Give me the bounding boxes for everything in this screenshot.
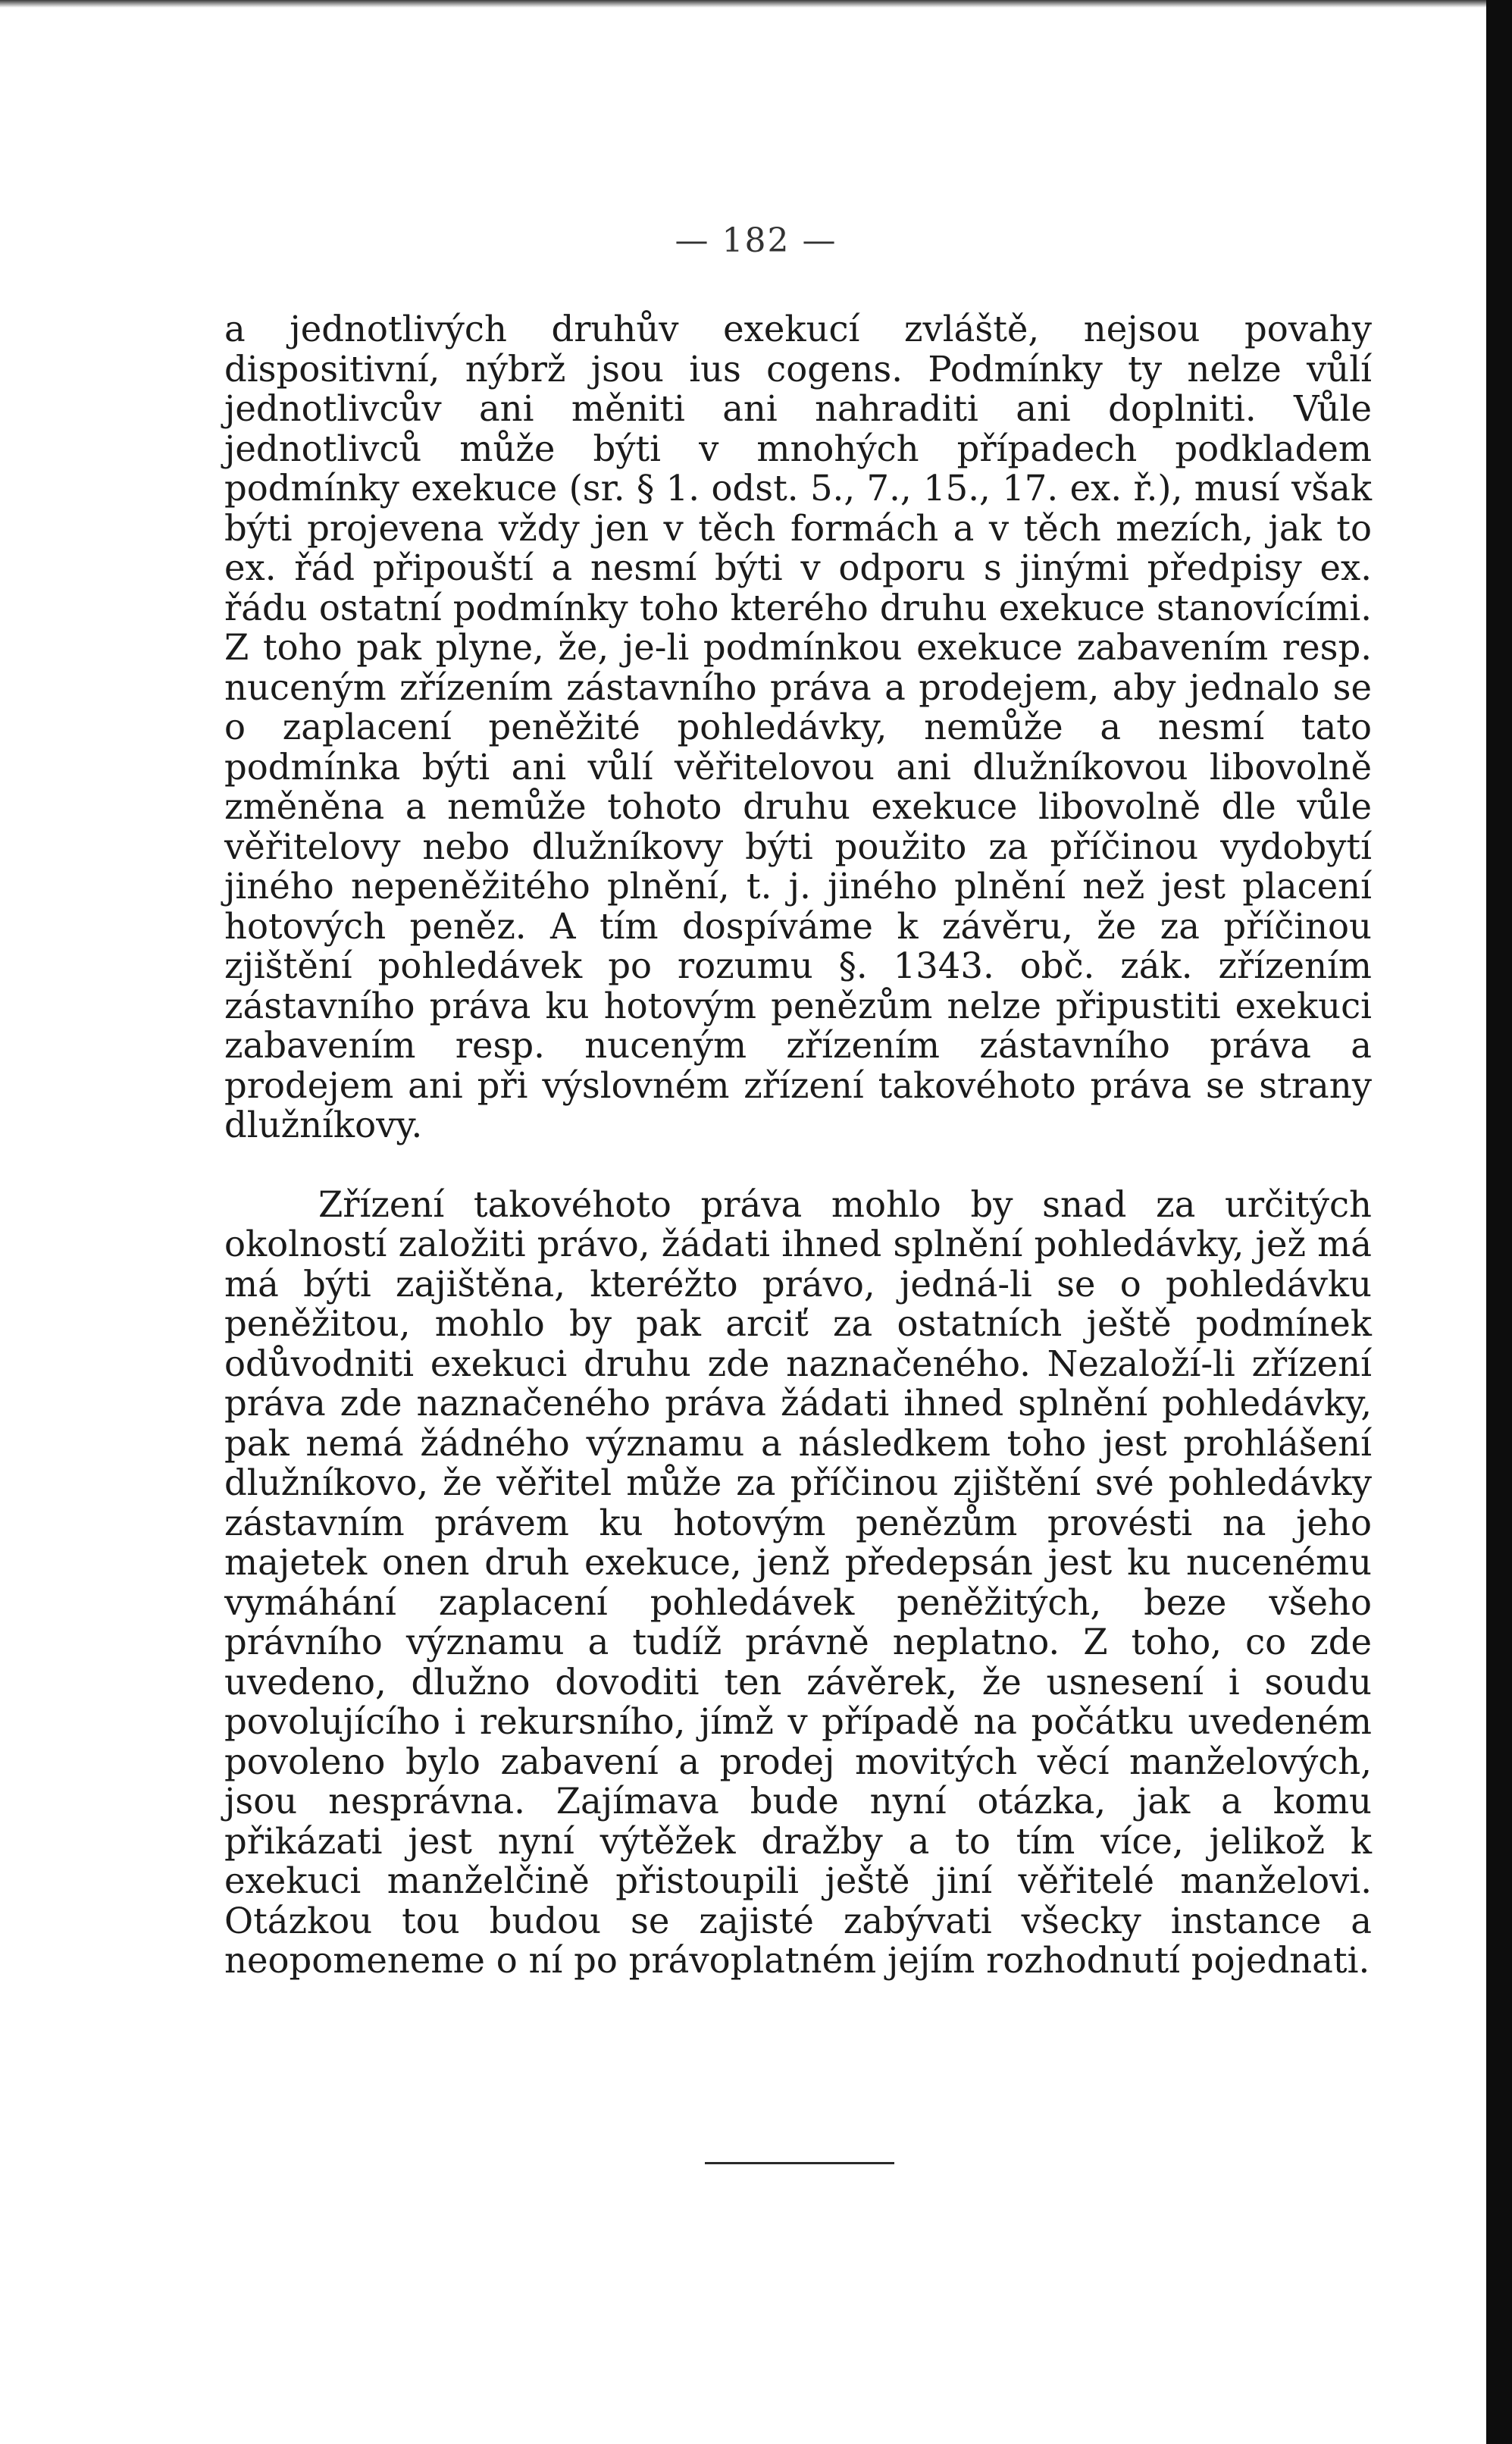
paragraph-1: a jednotlivých druhův exekucí zvláště, nejsou povahy dispositivní, nýbrž jsou ius cogens. Podmínky ty nelze vůlí jednotlivcův ani měniti ani nahraditi ani doplniti. Vůle jednotlivců může býti v mnohých případech podkladem podmínky exekuce (sr. § 1. odst. 5., 7., 15., 17. ex. ř.), musí však býti projevena vždy jen v těch formách a v těch mezích, jak to ex. řád připouští a nesmí býti v odporu s jinými předpisy ex. řádu ostatní podmínky toho kterého druhu exekuce stanovícími. Z toho pak plyne, že, je-li podmínkou exekuce zabavením resp. nuceným zřízením zástavního práva a prodejem, aby jednalo se o zaplacení peněžité pohledávky, nemůže a nesmí tato podmínka býti ani vůlí věřitelovou ani dlužníkovou libovolně změněna a nemůže tohoto druhu exekuce libovolně dle vůle věřitelovy nebo dlužníkovy býti použito za příčinou vydobytí jiného nepeněžitého plnění, t. j. jiného plnění než jest placení hotových peněz. A tím dospíváme k závěru, že za příčinou zjištění pohledávek po rozumu §. 1343. obč. zák. zřízením zástavního práva ku hotovým penězům nelze připustiti exekuci zabavením resp. nuceným zřízením zástavního práva a prodejem ani při výslovném zřízení takovéhoto práva se strany dlužníkovy. bbox=[224, 309, 1372, 1145]
paragraph-2: Zřízení takovéhoto práva mohlo by snad za určitých okolností založiti právo, žádati ihned splnění pohledávky, jež má má býti zajištěna, kteréžto právo, jedná-li se o pohledávku peněžitou, mohlo by pak arciť za ostatních ještě podmínek odůvodniti exekuci druhu zde naznačeného. Nezaloží-li zřízení práva zde naznačeného práva žádati ihned splnění pohledávky, pak nemá žádného významu a následkem toho jest prohlášení dlužníkovo, že věřitel může za příčinou zjištění své pohledávky zástavním právem ku hotovým penězům provésti na jeho majetek onen druh exekuce, jenž předepsán jest ku nucenému vymáhání zaplacení pohledávek peněžitých, beze všeho právního významu a tudíž právně neplatno. Z toho, co zde uvedeno, dlužno dovoditi ten závěrek, že usnesení i soudu povolujícího i rekursního, jímž v případě na počátku uvedeném povoleno bylo zabavení a prodej movitých věcí manželových, jsou nesprávna. Zajímava bude nyní otázka, jak a komu přikázati jest nyní výtěžek dražby a to tím více, jelikož k exekuci manželčině přistoupili ještě jiní věřitelé manželovi. Otázkou tou budou se zajisté zabývati všecky instance a neopomeneme o ní po právoplatném jejím rozhodnutí pojednati. bbox=[224, 1183, 1372, 1981]
closing-rule bbox=[705, 2162, 894, 2164]
page-number: — 182 — bbox=[675, 221, 837, 260]
body-text bbox=[224, 309, 1372, 1981]
scan-top-shadow bbox=[0, 0, 1512, 8]
scan-right-border bbox=[1486, 0, 1512, 2444]
